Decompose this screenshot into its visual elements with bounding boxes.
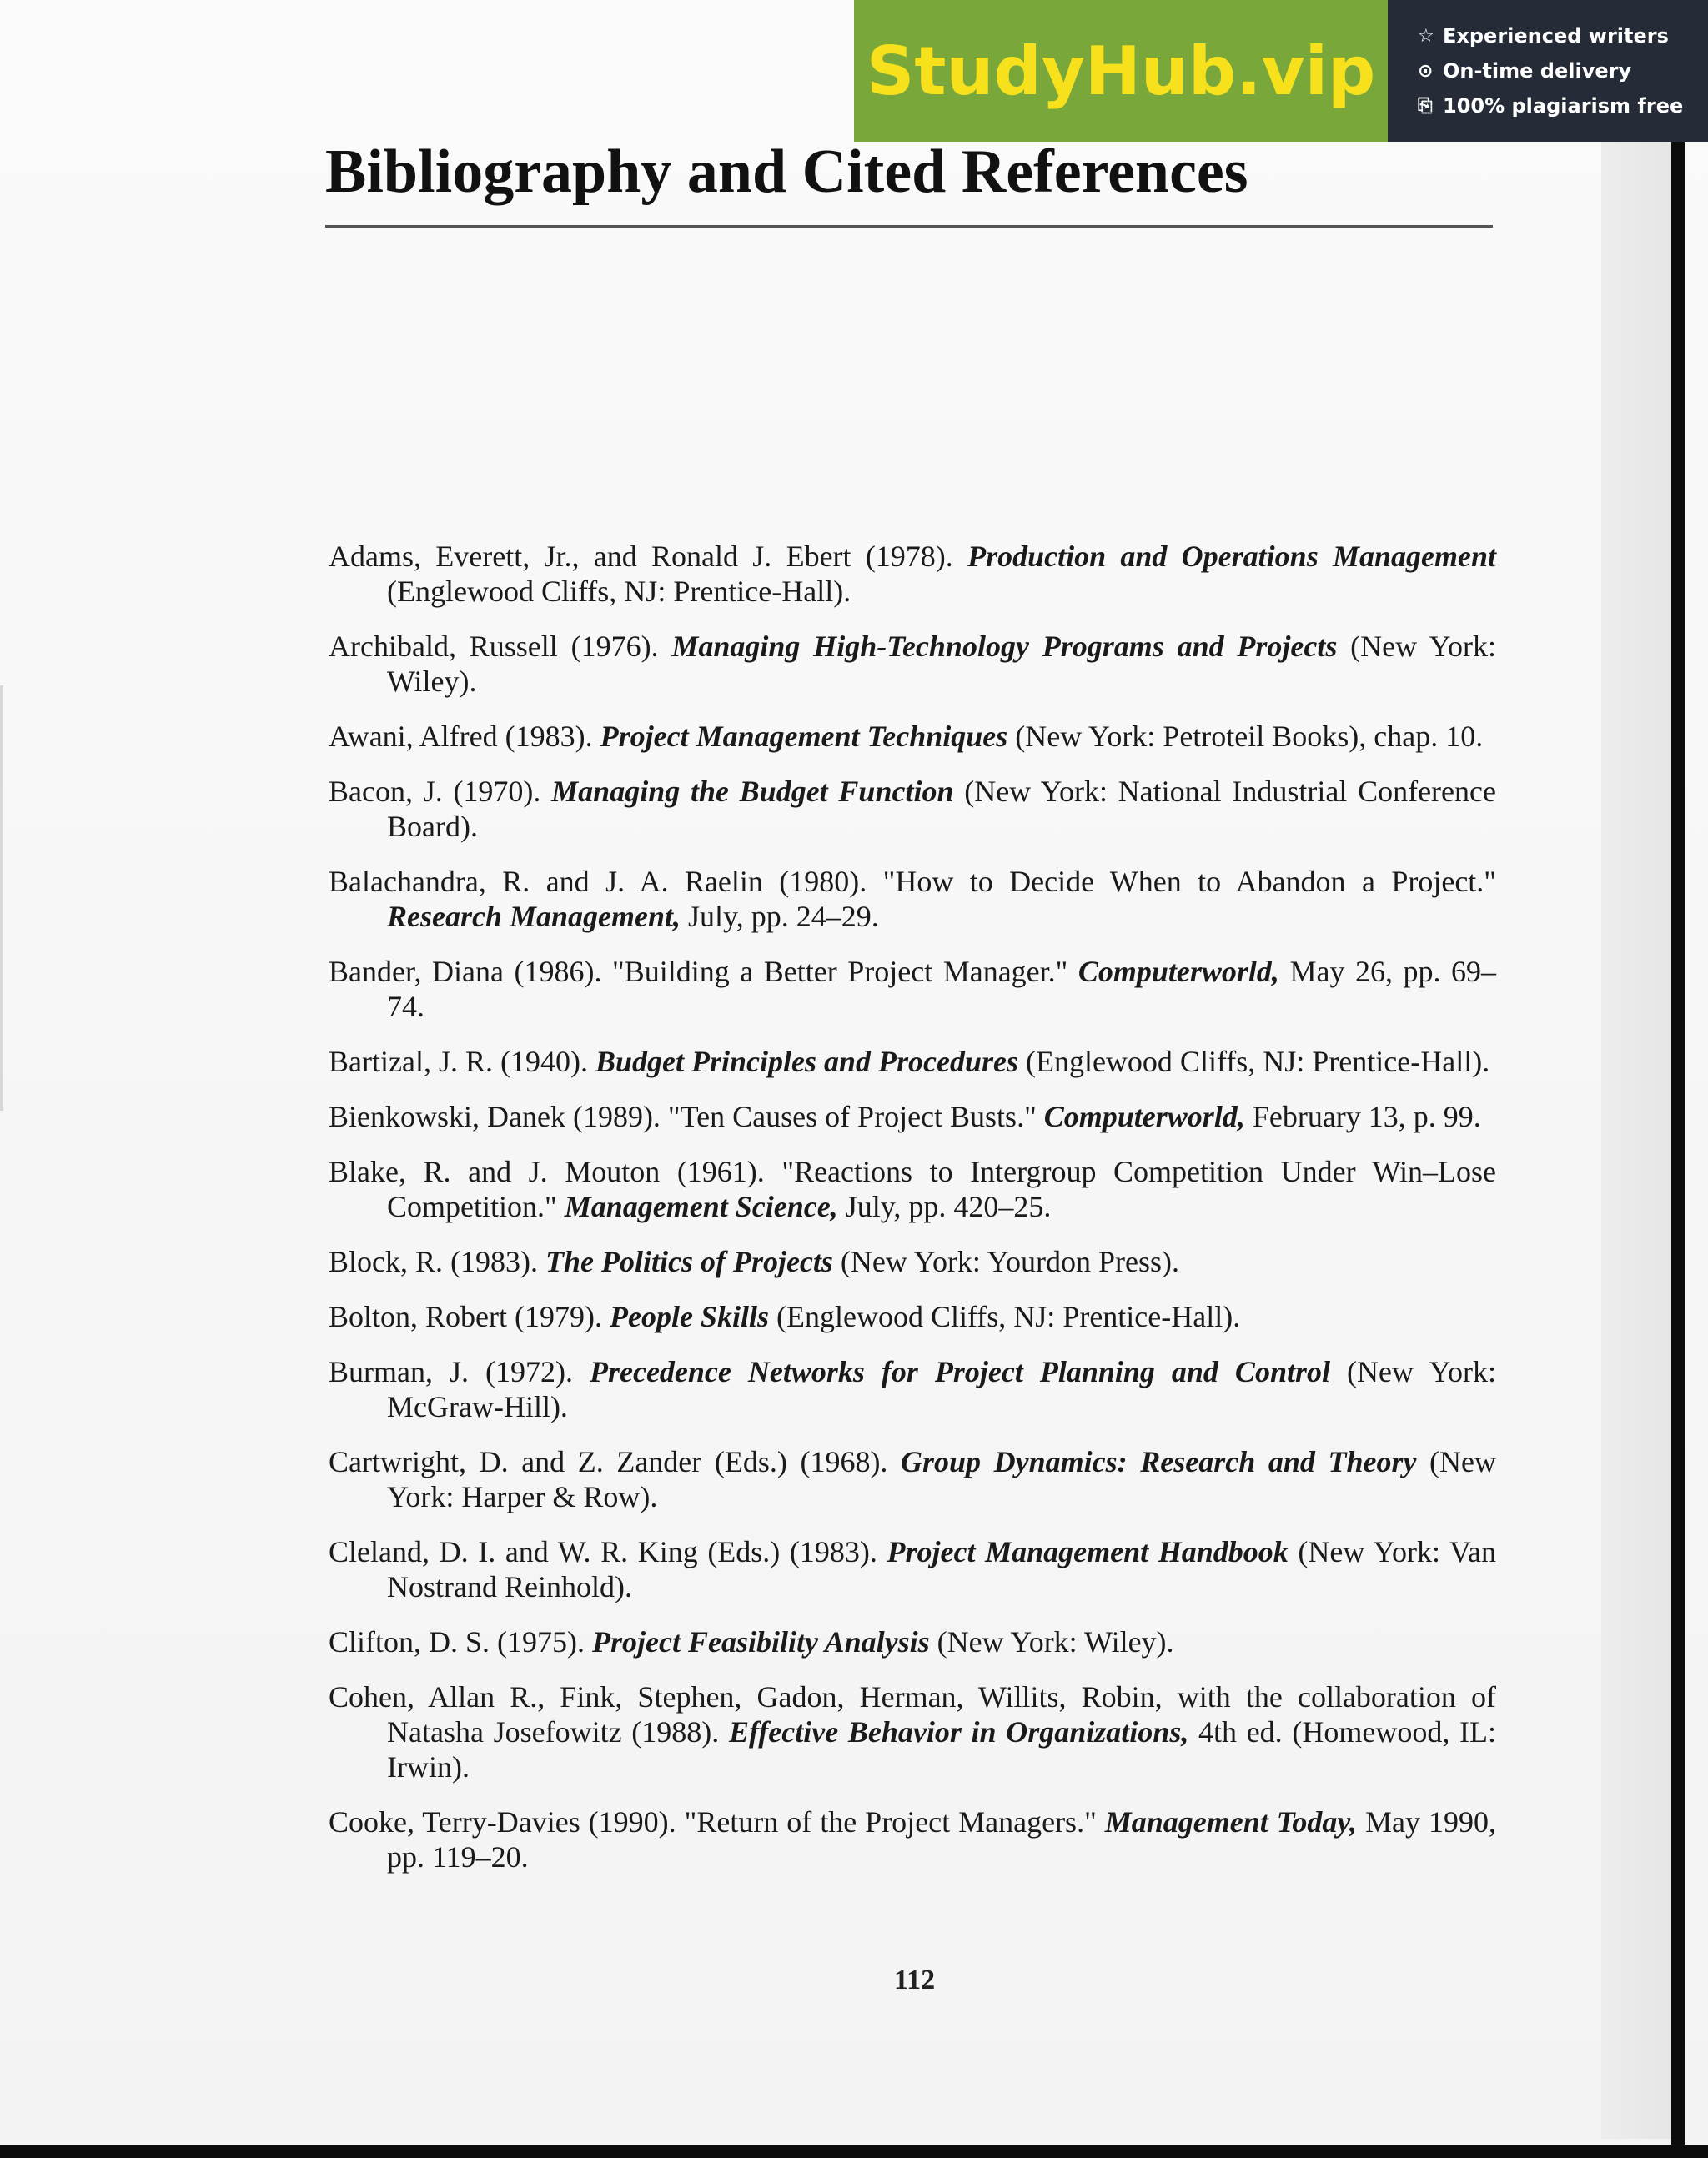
reference-authors-year: Bander, Diana (1986). "Building a Better Project Manager." [329, 955, 1078, 988]
feature-label: Experienced writers [1443, 24, 1669, 48]
reference-authors-year: Burman, J. (1972). [329, 1355, 590, 1388]
scan-right-edge [1671, 142, 1685, 2158]
reference-authors-year: Bartizal, J. R. (1940). [329, 1045, 595, 1078]
reference-entry [329, 719, 1496, 754]
reference-title: Managing the Budget Function [551, 775, 954, 808]
reference-publication: (New York: Wiley). [929, 1625, 1174, 1659]
reference-title: Effective Behavior in Organizations, [728, 1715, 1189, 1749]
reference-title: Production and Operations Management [967, 540, 1496, 573]
reference-entry [329, 539, 1496, 609]
reference-entry [329, 1679, 1496, 1784]
reference-publication: (New York: Petroteil Books), chap. 10. [1007, 720, 1484, 753]
reference-publication: February 13, p. 99. [1244, 1100, 1481, 1133]
banner-logo-panel[interactable] [854, 0, 1388, 142]
reference-publication: (Englewood Cliffs, NJ: Prentice-Hall). [387, 575, 851, 608]
reference-authors-year: Awani, Alfred (1983). [329, 720, 600, 753]
reference-authors-year: Block, R. (1983). [329, 1245, 545, 1278]
reference-title: Project Feasibility Analysis [592, 1625, 930, 1659]
reference-publication: (New York: McGraw-Hill). [387, 1355, 1496, 1423]
reference-title: Managing High-Technology Programs and Projects [671, 630, 1338, 663]
reference-publication: (New York: Wiley). [387, 630, 1497, 698]
reference-publication: (New York: Van Nostrand Reinhold). [387, 1535, 1496, 1603]
reference-entry [329, 1444, 1496, 1514]
title-divider [325, 225, 1493, 228]
reference-entry [329, 629, 1496, 699]
reference-title: The Politics of Projects [545, 1245, 833, 1278]
reference-authors-year: Cooke, Terry-Davies (1990). "Return of the Project Managers." [329, 1805, 1105, 1839]
reference-entry [329, 1624, 1496, 1659]
reference-entry [329, 954, 1496, 1024]
reference-authors-year: Cleland, D. I. and W. R. King (Eds.) (1983). [329, 1535, 887, 1568]
reference-publication: July, pp. 420–25. [837, 1190, 1052, 1223]
reference-entry [329, 864, 1496, 934]
reference-title: Computerworld, [1078, 955, 1279, 988]
reference-authors-year: Balachandra, R. and J. A. Raelin (1980). "How to Decide When to Abandon a Project." [329, 865, 1496, 898]
reference-entry [329, 1244, 1496, 1279]
reference-title: Computerworld, [1043, 1100, 1245, 1133]
page-number: 112 [894, 1965, 936, 1995]
reference-publication: (New York: Yourdon Press). [832, 1245, 1179, 1278]
reference-title: Precedence Networks for Project Planning and Control [589, 1355, 1330, 1388]
reference-title: Project Management Handbook [887, 1535, 1289, 1568]
reference-entry [329, 774, 1496, 844]
reference-title: People Skills [609, 1300, 769, 1333]
reference-entry [329, 1354, 1496, 1424]
reference-authors-year: Bacon, J. (1970). [329, 775, 552, 808]
banner-features-panel [1388, 0, 1708, 142]
reference-title: Management Today, [1104, 1805, 1358, 1839]
reference-authors-year: Clifton, D. S. (1975). [329, 1625, 593, 1659]
reference-entry [329, 1044, 1496, 1079]
reference-publication: (New York: Harper & Row). [387, 1445, 1497, 1513]
reference-authors-year: Cartwright, D. and Z. Zander (Eds.) (1968). [329, 1445, 902, 1478]
feature-experienced-writers [1418, 22, 1708, 50]
reference-authors-year: Bienkowski, Danek (1989). "Ten Causes of Project Busts." [329, 1100, 1044, 1133]
scan-bottom-edge [0, 2145, 1708, 2158]
feature-label: On-time delivery [1443, 59, 1632, 83]
reference-publication: July, pp. 24–29. [681, 900, 879, 933]
reference-authors-year: Blake, R. and J. Mouton (1961). "Reactions to Intergroup Competition Under Win–Lose Competition." [329, 1155, 1496, 1223]
reference-entry [329, 1299, 1496, 1334]
reference-authors-year: Archibald, Russell (1976). [329, 630, 672, 663]
studyhub-logo[interactable]: StudyHub.vip [866, 32, 1376, 110]
reference-authors-year: Adams, Everett, Jr., and Ronald J. Ebert (1978). [329, 540, 968, 573]
reference-title: Management Science, [564, 1190, 838, 1223]
reference-title: Group Dynamics: Research and Theory [901, 1445, 1417, 1478]
reference-entry [329, 1804, 1496, 1874]
reference-list [329, 539, 1496, 1895]
clock-icon: ⊙ [1418, 60, 1434, 82]
reference-title: Research Management, [387, 900, 681, 933]
feature-label: 100% plagiarism free [1443, 94, 1684, 118]
feature-plagiarism-free [1418, 92, 1708, 120]
reference-authors-year: Cohen, Allan R., Fink, Stephen, Gadon, Herman, Willits, Robin, with the collaboration of Natasha Josefowitz (1988). [329, 1680, 1496, 1749]
reference-publication: 4th ed. (Homewood, IL: Irwin). [387, 1715, 1496, 1784]
reference-entry [329, 1154, 1496, 1224]
reference-publication: May 26, pp. 69–74. [387, 955, 1496, 1023]
page-title: Bibliography and Cited References [325, 138, 1248, 206]
reference-publication: (New York: National Industrial Conference Board). [387, 775, 1496, 843]
document-icon: ⎘ [1418, 95, 1433, 117]
feature-on-time-delivery [1418, 57, 1708, 85]
reference-publication: (Englewood Cliffs, NJ: Prentice-Hall). [768, 1300, 1241, 1333]
reference-publication: (Englewood Cliffs, NJ: Prentice-Hall). [1017, 1045, 1490, 1078]
reference-title: Budget Principles and Procedures [595, 1045, 1018, 1078]
star-icon: ☆ [1418, 25, 1434, 47]
ad-banner[interactable] [854, 0, 1708, 142]
scan-left-strip [0, 685, 3, 1111]
reference-entry [329, 1534, 1496, 1604]
reference-authors-year: Bolton, Robert (1979). [329, 1300, 610, 1333]
reference-publication: May 1990, pp. 119–20. [387, 1805, 1496, 1874]
reference-entry [329, 1099, 1496, 1134]
reference-title: Project Management Techniques [600, 720, 1008, 753]
